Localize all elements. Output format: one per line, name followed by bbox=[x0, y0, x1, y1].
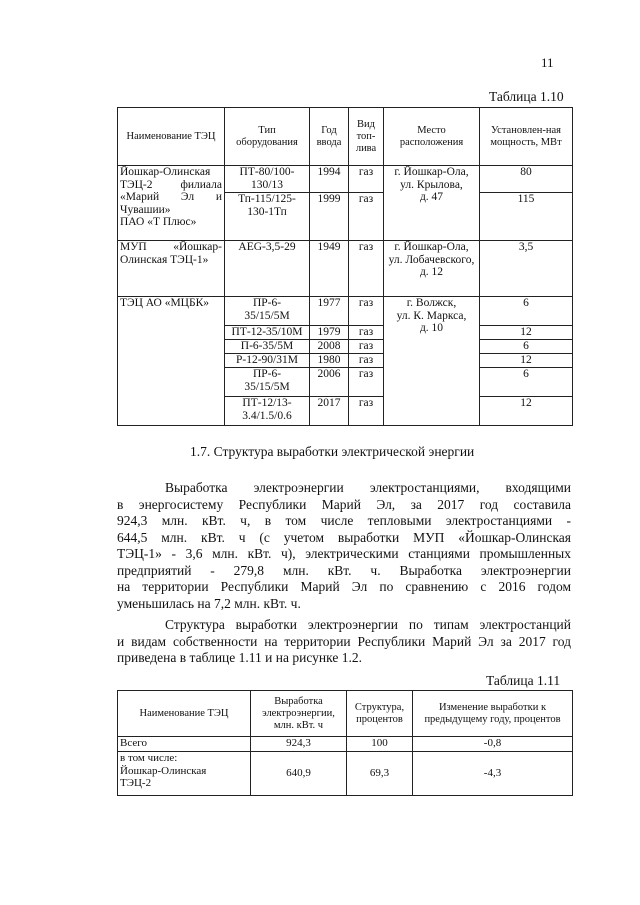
table-1-11 bbox=[117, 690, 573, 796]
header-output: Выработка электроэнергии, млн. кВт. ч bbox=[251, 691, 347, 737]
tec-name-cell: Йошкар-Олинская ТЭЦ-2 филиала «Марий Эл и Чувашии» ПАО «Т Плюс» bbox=[118, 166, 225, 241]
header-name: Наименование ТЭЦ bbox=[118, 108, 225, 166]
table-row: ПТ-12/13- 3.4/1.5/0.6 2017 газ 12 bbox=[118, 397, 573, 426]
table-row: МУП «Йошкар- Олинская ТЭЦ-1» AEG-3,5-29 1949 газ г. Йошкар-Ола, ул. Лобачевского, д. 12 3,5 bbox=[118, 241, 573, 297]
paragraph-1: Выработка электроэнергии электростанциями, входящими в энергосистему Республики Марий Эл, за 2017 год составила 924,3 млн. кВт. ч, в том числе тепловыми электростанциями - 644,5 млн. кВт. ч (с учетом выработки МУП «Йошкар-Олинская ТЭЦ-1» - 3,6 млн. кВт. ч), электрическими станциями промышленных предприятий - 279,8 млн. кВт. ч. Выработка электроэнергии на территории Республики Марий Эл по сравнению с 2016 годом уменьшилась на 7,2 млн. кВт. ч. bbox=[117, 480, 571, 611]
table-row: Р-12-90/31М 1980 газ 12 bbox=[118, 354, 573, 368]
table-row: ТЭЦ АО «МЦБК» ПР-6- 35/15/5М 1977 газ г. Волжск, ул. К. Маркса, д. 10 6 bbox=[118, 297, 573, 326]
table-row: в том числе: Йошкар-Олинская ТЭЦ-2 640,9 69,3 -4,3 bbox=[118, 752, 573, 796]
table-1-10 bbox=[117, 107, 573, 426]
header-name: Наименование ТЭЦ bbox=[118, 691, 251, 737]
table-row: Тп-115/125- 130-1Тп 1999 газ 115 bbox=[118, 193, 573, 241]
table-row: П-6-35/5М 2008 газ 6 bbox=[118, 340, 573, 354]
header-year: Год ввода bbox=[310, 108, 349, 166]
table-row: ПР-6- 35/15/5М 2006 газ 6 bbox=[118, 368, 573, 397]
location-cell: г. Йошкар-Ола, ул. Крылова, д. 47 bbox=[384, 166, 480, 241]
table-row: Йошкар-Олинская ТЭЦ-2 филиала «Марий Эл и Чувашии» ПАО «Т Плюс» ПТ-80/100- 130/13 1994 газ г. Йошкар-Ола, ул. Крылова, д. 47 80 bbox=[118, 166, 573, 193]
table-1-10-caption: Таблица 1.10 bbox=[489, 89, 564, 104]
page-number: 11 bbox=[541, 55, 554, 70]
header-fuel: Вид топ-лива bbox=[349, 108, 384, 166]
table-row: ПТ-12-35/10М 1979 газ 12 bbox=[118, 326, 573, 340]
section-heading: 1.7. Структура выработки электрической энергии bbox=[190, 444, 475, 459]
header-location: Место расположения bbox=[384, 108, 480, 166]
paragraph-2: Структура выработки электроэнергии по типам электростанций и видам собственности на территории Республики Марий Эл за 2017 год приведена в таблице 1.11 и на рисунке 1.2. bbox=[117, 617, 571, 665]
table-row: Всего 924,3 100 -0,8 bbox=[118, 737, 573, 752]
header-change: Изменение выработки к предыдущему году, процентов bbox=[413, 691, 573, 737]
header-capacity: Установлен-ная мощность, МВт bbox=[480, 108, 573, 166]
header-equipment: Тип оборудования bbox=[225, 108, 310, 166]
header-structure: Структура, процентов bbox=[347, 691, 413, 737]
table-1-11-caption: Таблица 1.11 bbox=[486, 673, 561, 688]
